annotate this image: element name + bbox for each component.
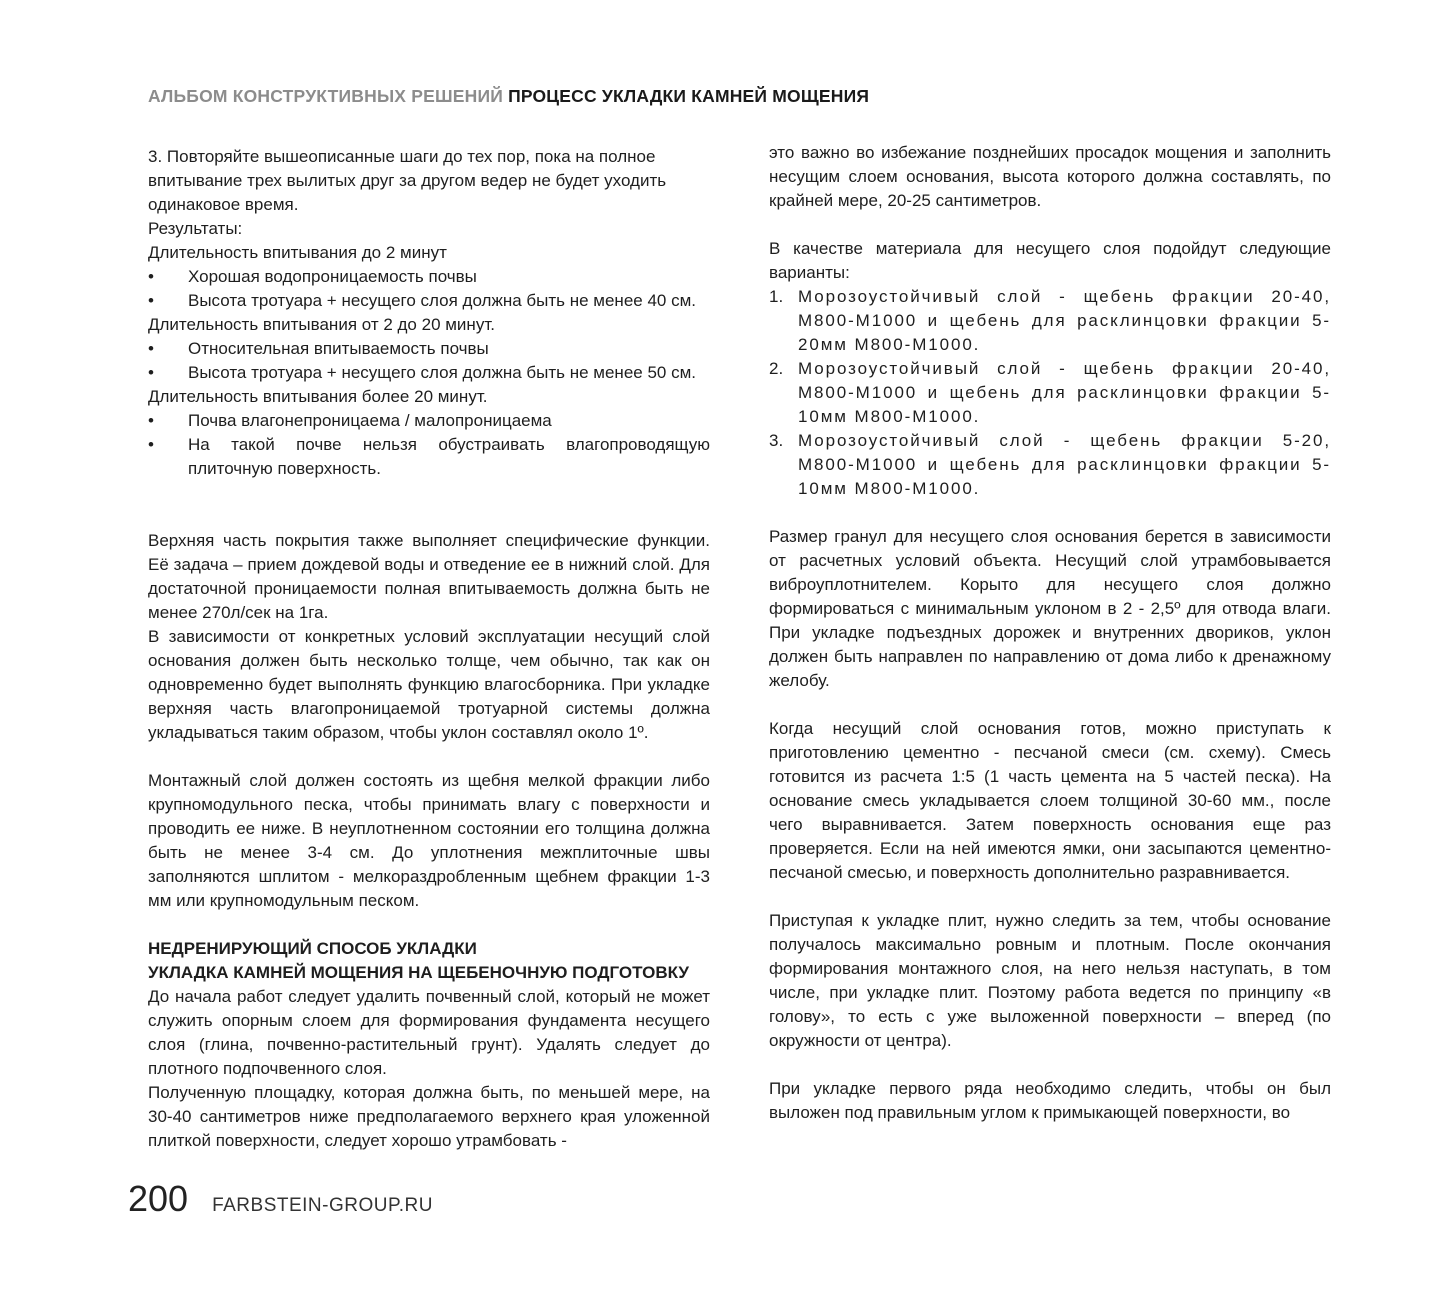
results-line-2: Длительность впитывания от 2 до 20 минут. xyxy=(148,315,495,334)
list-item xyxy=(769,429,1331,501)
paragraph-first-row: При укладке первого ряда необходимо следить, чтобы он был выложен под правильным углом к примыкающей поверхности, во xyxy=(769,1079,1331,1122)
list-item xyxy=(148,337,710,361)
list-item xyxy=(148,265,710,289)
results-label: Результаты: xyxy=(148,219,243,238)
list-item-text: Морозоустойчивый слой - щебень фракции 5-20, М800-М1000 и щебень для расклинцовки фракции 5-10мм М800-М1000. xyxy=(798,431,1331,498)
bullet-icon: • xyxy=(148,435,154,454)
bullet-icon: • xyxy=(148,411,154,430)
list-item-text: На такой почве нельзя обустраивать влагопроводящую плиточную поверхность. xyxy=(188,435,710,478)
page-number: 200 xyxy=(128,1178,189,1219)
list-item xyxy=(148,289,710,313)
right-column xyxy=(769,141,1331,1125)
bullet-icon: • xyxy=(148,363,154,382)
left-column xyxy=(148,145,710,1153)
page-footer xyxy=(128,1178,433,1220)
website-link[interactable]: FARBSTEIN-GROUP.RU xyxy=(212,1195,433,1216)
subheading-gravel-base: УКЛАДКА КАМНЕЙ МОЩЕНИЯ НА ЩЕБЕНОЧНУЮ ПОДГОТОВКУ xyxy=(148,963,689,982)
bullet-icon: • xyxy=(148,339,154,358)
list-item xyxy=(148,361,710,385)
paragraph-continuation: это важно во избежание позднейших просадок мощения и заполнить несущим слоем основания, высота которого должна составлять, по крайней мере, 20-25 сантиметров. xyxy=(769,143,1331,210)
paragraph-preparation: До начала работ следует удалить почвенный слой, который не может служить опорным слоем для формирования фундамента несущего слоя (глина, почвенно-растительный грунт). Удалять следует до плотного подпочвенного слоя. xyxy=(148,987,710,1078)
list-item-text: Хорошая водопроницаемость почвы xyxy=(188,267,477,286)
bullet-icon: • xyxy=(148,267,154,286)
bullet-icon: • xyxy=(148,291,154,310)
list-item-text: Высота тротуара + несущего слоя должна быть не менее 50 см. xyxy=(188,363,696,382)
paragraph-cement-mix: Когда несущий слой основания готов, можно приступать к приготовлению цементно - песчаной смеси (см. схему). Смесь готовится из расчета 1:5 (1 часть цемента на 5 частей песка). На основание смесь укладывается слоем толщиной 30-60 мм., после чего выравнивается. Затем поверхность основания еще раз проверяется. Если на ней имеются ямки, они засыпаются цементно-песчаной смесью, и поверхность дополнительно разравнивается. xyxy=(769,719,1331,882)
list-item-text: Высота тротуара + несущего слоя должна быть не менее 40 см. xyxy=(188,291,696,310)
list-number: 3. xyxy=(769,431,784,450)
list-item-text: Почва влагонепроницаема / малопроницаема xyxy=(188,411,552,430)
list-item xyxy=(769,357,1331,429)
results-line-1: Длительность впитывания до 2 минут xyxy=(148,243,447,262)
subheading-non-draining: НЕДРЕНИРУЮЩИЙ СПОСОБ УКЛАДКИ xyxy=(148,939,477,958)
list-item xyxy=(148,409,710,433)
list-item-text: Морозоустойчивый слой - щебень фракции 20-40, М800-М1000 и щебень для расклинцовки фракции 5-10мм М800-М1000. xyxy=(798,359,1331,426)
paragraph-laying-tiles: Приступая к укладке плит, нужно следить за тем, чтобы основание получалось максимально ровным и плотным. После окончания формирования монтажного слоя, на него нельзя наступать, в том числе, при укладке плит. Поэтому работа ведется по принципу «в голову», то есть с уже выложенной поверхности – вперед (по окружности от центра). xyxy=(769,911,1331,1050)
paragraph-materials: В качестве материала для несущего слоя подойдут следующие варианты: xyxy=(769,239,1331,282)
paragraph-step3: 3. Повторяйте вышеописанные шаги до тех пор, пока на полное впитывание трех вылитых друг за другом ведер не будет уходить одинаковое время. xyxy=(148,147,667,214)
album-title: АЛЬБОМ КОНСТРУКТИВНЫХ РЕШЕНИЙ xyxy=(148,86,504,106)
list-item-text: Относительная впитываемость почвы xyxy=(188,339,489,358)
paragraph-compaction: Полученную площадку, которая должна быть, по меньшей мере, на 30-40 сантиметров ниже предполагаемого верхнего края уложенной плиткой поверхности, следует хорошо утрамбовать - xyxy=(148,1083,710,1150)
results-line-3: Длительность впитывания более 20 минут. xyxy=(148,387,488,406)
list-item xyxy=(769,285,1331,357)
paragraph-granule-size: Размер гранул для несущего слоя основания берется в зависимости от расчетных условий объекта. Несущий слой утрамбовывается виброуплотнителем. Корыто для несущего слоя должно формироваться с минимальным уклоном в 2 - 2,5º для отвода влаги. При укладке подъездных дорожек и внутренних двориков, уклон должен быть направлен по направлению от дома либо к дренажному желобу. xyxy=(769,527,1331,690)
list-item-text: Морозоустойчивый слой - щебень фракции 20-40, М800-М1000 и щебень для расклинцовки фракции 5-20мм М800-М1000. xyxy=(798,287,1331,354)
paragraph-top-layer: Верхняя часть покрытия также выполняет специфические функции. Её задача – прием дождевой воды и отведение ее в нижний слой. Для достаточной проницаемости полная впитываемость должна быть не менее 270л/сек на 1га. xyxy=(148,531,710,622)
section-title: ПРОЦЕСС УКЛАДКИ КАМНЕЙ МОЩЕНИЯ xyxy=(508,86,870,106)
paragraph-base-layer: В зависимости от конкретных условий эксплуатации несущий слой основания должен быть несколько толще, чем обычно, так как он одновременно будет выполнять функцию влагосборника. При укладке верхняя часть влагопроницаемой тротуарной системы должна укладываться таким образом, чтобы уклон составлял около 1º. xyxy=(148,627,710,742)
page-header xyxy=(148,86,869,107)
list-item xyxy=(148,433,710,481)
paragraph-mounting-layer: Монтажный слой должен состоять из щебня мелкой фракции либо крупномодульного песка, чтобы принимать влагу с поверхности и проводить ее ниже. В неуплотненном состоянии его толщина должна быть не менее 3-4 см. До уплотнения межплиточные швы заполняются шплитом - мелкораздробленным щебнем фракции 1-3 мм или крупномодульным песком. xyxy=(148,771,710,910)
list-number: 2. xyxy=(769,359,784,378)
list-number: 1. xyxy=(769,287,784,306)
